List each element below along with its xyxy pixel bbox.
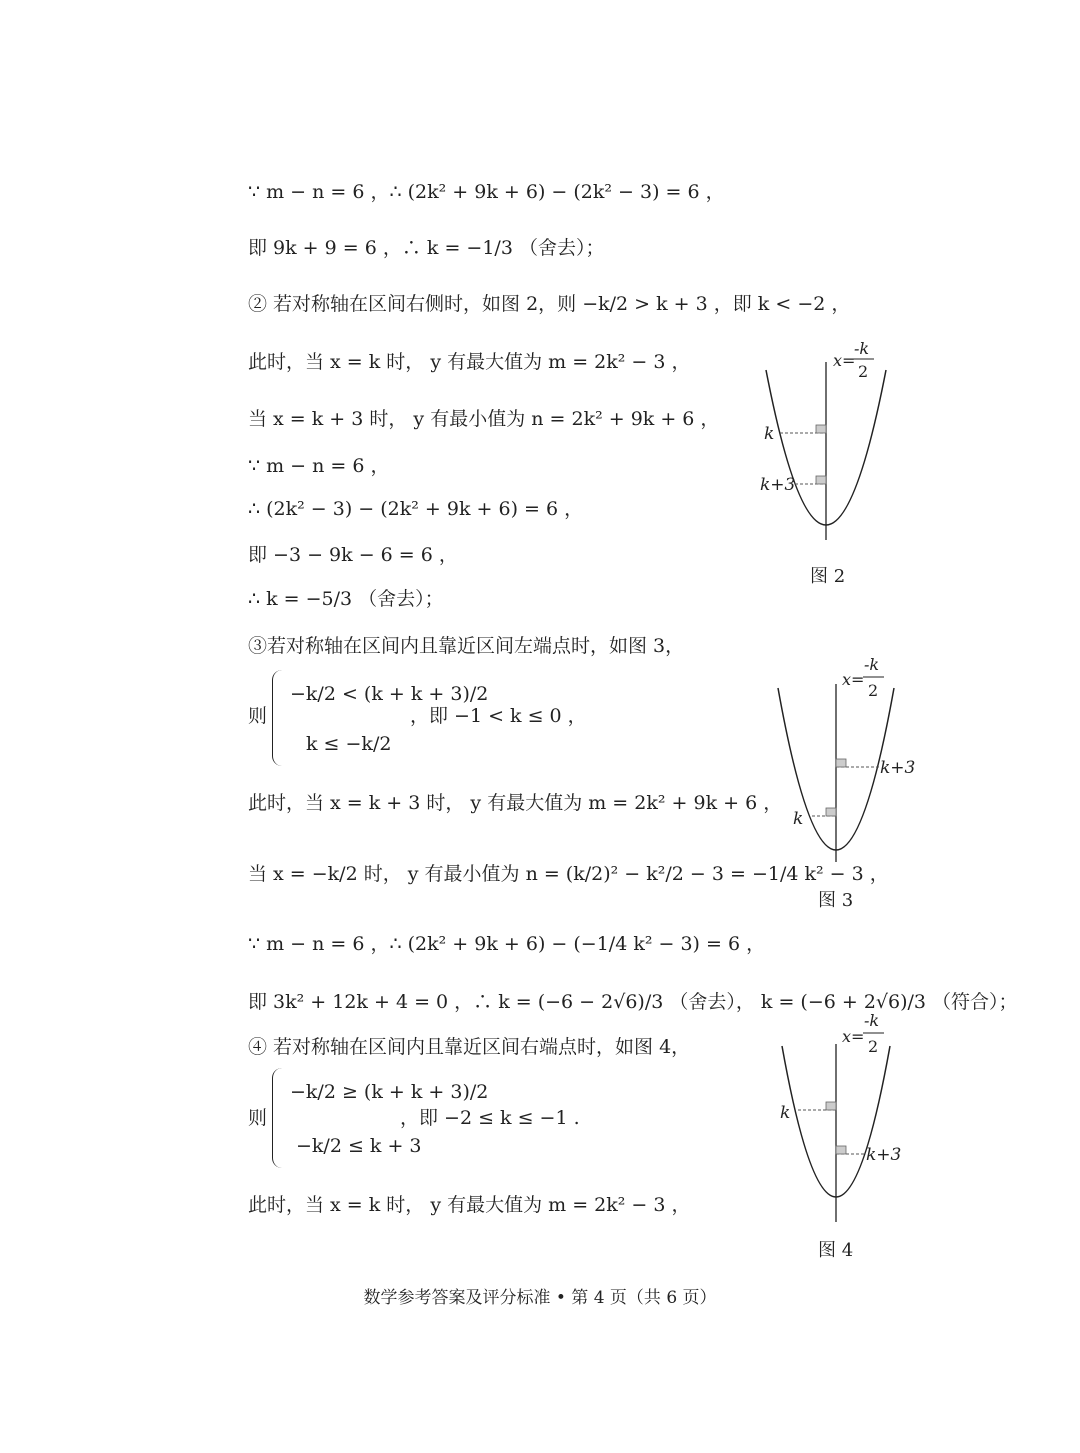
- fig2-point-b: k+3: [760, 475, 796, 495]
- brace-4: [272, 1068, 287, 1168]
- fig3-point-b: k: [793, 809, 804, 829]
- fig4-axis-x: x=: [842, 1027, 865, 1046]
- fig3-axis-top: -k: [864, 655, 880, 674]
- line-6: ∵ m − n = 6 ，: [248, 455, 390, 477]
- system-3-prefix: 则: [248, 705, 268, 727]
- fig2-axis-top: -k: [854, 339, 870, 358]
- fig2-point-a: k: [764, 424, 775, 444]
- system-4-result: ，即 −2 ≤ k ≤ −1 .: [400, 1107, 580, 1129]
- fig2-axis-x: x=: [833, 351, 856, 370]
- line-5: 当 x = k + 3 时， y 有最小值为 n = 2k² + 9k + 6 ，: [248, 408, 720, 430]
- fig4-axis-top: -k: [864, 1011, 880, 1030]
- system-3-line-b: k ≤ −k/2: [306, 733, 392, 755]
- line-12: 此时，当 x = k + 3 时， y 有最大值为 m = 2k² + 9k + 6 ，: [248, 792, 783, 814]
- page-footer: 数学参考答案及评分标准 • 第 4 页（共 6 页）: [363, 1288, 717, 1308]
- line-10: ③若对称轴在区间内且靠近区间左端点时，如图 3，: [248, 635, 685, 657]
- fig4-point-a: k: [780, 1103, 791, 1123]
- system-4-line-b: −k/2 ≤ k + 3: [296, 1135, 422, 1157]
- line-4: 此时，当 x = k 时， y 有最大值为 m = 2k² − 3 ，: [248, 351, 691, 373]
- line-7: ∴ (2k² − 3) − (2k² + 9k + 6) = 6 ，: [248, 498, 584, 520]
- line-8: 即 −3 − 9k − 6 = 6 ，: [248, 544, 458, 566]
- figure-3-caption: 图 3: [818, 890, 854, 911]
- line-16: ④ 若对称轴在区间内且靠近区间右端点时，如图 4，: [248, 1036, 691, 1058]
- system-4-prefix: 则: [248, 1107, 268, 1129]
- fig4-axis-bottom: 2: [868, 1037, 879, 1056]
- fig3-axis-bottom: 2: [868, 681, 879, 700]
- figure-3-diagram: [760, 652, 930, 862]
- figure-4-diagram: [770, 1010, 940, 1225]
- line-9: ∴ k = −5/3 （舍去）；: [248, 588, 444, 610]
- line-18: 此时，当 x = k 时， y 有最大值为 m = 2k² − 3 ，: [248, 1194, 691, 1216]
- figure-2-caption: 图 2: [810, 566, 846, 587]
- line-3: ② 若对称轴在区间右侧时，如图 2，则 −k/2 > k + 3 ，即 k < −2 ，: [248, 293, 851, 315]
- system-3-result: ，即 −1 < k ≤ 0 ，: [410, 705, 587, 727]
- line-2: 即 9k + 9 = 6 ，∴ k = −1/3 （舍去）；: [248, 237, 605, 259]
- system-4-line-a: −k/2 ≥ (k + k + 3)/2: [290, 1081, 489, 1103]
- system-3-line-a: −k/2 < (k + k + 3)/2: [290, 683, 489, 705]
- line-15: 即 3k² + 12k + 4 = 0 ，∴ k = (−6 − 2√6)/3 （舍去）， k = (−6 + 2√6)/3 （符合）；: [248, 991, 1018, 1013]
- figure-2-diagram: [740, 330, 910, 540]
- fig2-axis-bottom: 2: [858, 362, 869, 381]
- brace-3: [272, 670, 287, 766]
- fig3-point-a: k+3: [880, 758, 916, 778]
- line-14: ∵ m − n = 6 ，∴ (2k² + 9k + 6) − (−1/4 k² − 3) = 6 ，: [248, 933, 766, 955]
- line-13: 当 x = −k/2 时， y 有最小值为 n = (k/2)² − k²/2 − 3 = −1/4 k² − 3 ，: [248, 863, 889, 885]
- figure-4-caption: 图 4: [818, 1240, 854, 1261]
- line-1: ∵ m − n = 6 ，∴ (2k² + 9k + 6) − (2k² − 3) = 6 ，: [248, 181, 725, 203]
- fig4-point-b: k+3: [866, 1145, 902, 1165]
- fig3-axis-x: x=: [842, 670, 865, 689]
